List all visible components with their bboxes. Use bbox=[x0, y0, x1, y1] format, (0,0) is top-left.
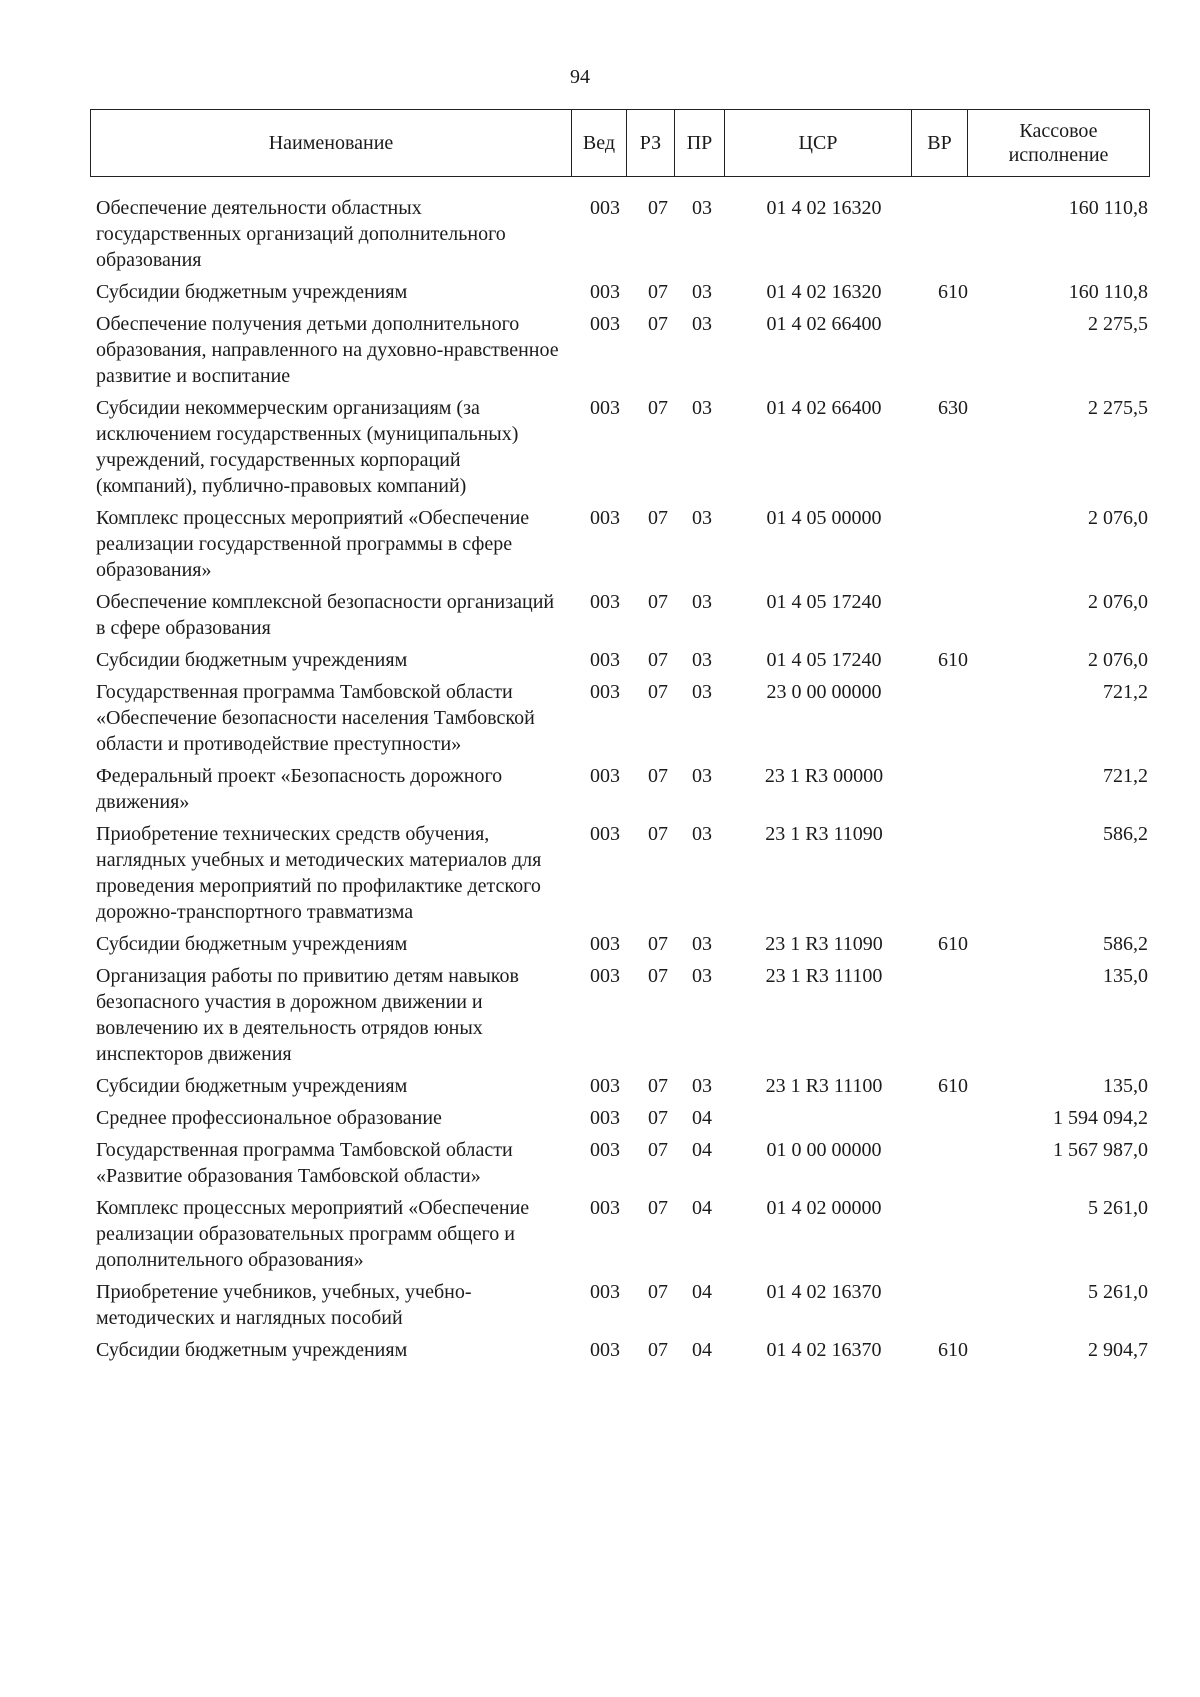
row-vr bbox=[924, 1279, 982, 1331]
header-name: Наименование bbox=[268, 132, 394, 154]
row-csr: 01 4 02 16320 bbox=[766, 197, 882, 219]
row-vr: 610 bbox=[938, 1075, 968, 1097]
row-pr: 03 bbox=[692, 1075, 712, 1097]
row-vr bbox=[924, 1137, 982, 1189]
row-rz: 07 bbox=[648, 1075, 668, 1097]
row-pr: 03 bbox=[692, 197, 712, 219]
row-vr: 610 bbox=[938, 933, 968, 955]
row-ved: 003 bbox=[590, 397, 620, 419]
row-sum: 160 110,8 bbox=[1068, 281, 1148, 303]
row-ved: 003 bbox=[590, 1107, 620, 1129]
row-csr: 01 4 05 17240 bbox=[766, 649, 882, 671]
row-name: Комплекс процессных мероприятий «Обеспечение реализации образовательных программ общего и дополнительного образования» bbox=[96, 1197, 530, 1271]
row-name: Государственная программа Тамбовской области «Обеспечение безопасности населения Тамбовской области и противодействие преступности» bbox=[96, 681, 535, 755]
table-row bbox=[96, 1073, 1156, 1099]
row-vr bbox=[924, 505, 982, 583]
row-pr: 03 bbox=[692, 681, 712, 703]
row-vr bbox=[924, 763, 982, 815]
row-ved: 003 bbox=[590, 1197, 620, 1219]
table-row bbox=[96, 395, 1156, 499]
row-name: Обеспечение комплексной безопасности организаций в сфере образования bbox=[96, 591, 555, 639]
row-ved: 003 bbox=[590, 765, 620, 787]
row-ved: 003 bbox=[590, 823, 620, 845]
row-sum: 135,0 bbox=[1103, 965, 1148, 987]
row-sum: 586,2 bbox=[1103, 933, 1148, 955]
row-sum: 5 261,0 bbox=[1088, 1197, 1148, 1219]
row-rz: 07 bbox=[648, 1139, 668, 1161]
row-vr bbox=[924, 1195, 982, 1273]
row-sum: 135,0 bbox=[1103, 1075, 1148, 1097]
row-pr: 03 bbox=[692, 281, 712, 303]
row-rz: 07 bbox=[648, 313, 668, 335]
row-ved: 003 bbox=[590, 1075, 620, 1097]
row-pr: 03 bbox=[692, 933, 712, 955]
row-sum: 1 594 094,2 bbox=[1053, 1107, 1148, 1129]
row-rz: 07 bbox=[648, 1281, 668, 1303]
row-csr: 01 4 05 00000 bbox=[766, 507, 882, 529]
row-name: Субсидии бюджетным учреждениям bbox=[96, 649, 408, 671]
header-rz: РЗ bbox=[626, 110, 674, 176]
row-csr: 23 1 R3 11100 bbox=[765, 1075, 883, 1097]
row-ved: 003 bbox=[590, 1281, 620, 1303]
table-row bbox=[96, 931, 1156, 957]
row-csr: 23 0 00 00000 bbox=[766, 681, 882, 703]
row-name: Приобретение технических средств обучения, наглядных учебных и методических материалов для проведения мероприятий по профилактике детского дорожно-транспортного травматизма bbox=[96, 823, 542, 923]
row-name: Субсидии бюджетным учреждениям bbox=[96, 1075, 408, 1097]
row-pr: 04 bbox=[692, 1281, 712, 1303]
row-rz: 07 bbox=[648, 765, 668, 787]
row-ved: 003 bbox=[590, 1339, 620, 1361]
row-csr: 23 1 R3 11100 bbox=[765, 965, 883, 987]
row-vr: 610 bbox=[938, 281, 968, 303]
row-name: Обеспечение получения детьми дополнительного образования, направленного на духовно-нравственное развитие и воспитание bbox=[96, 313, 559, 387]
row-name: Приобретение учебников, учебных, учебно-методических и наглядных пособий bbox=[96, 1281, 472, 1329]
table-row bbox=[96, 1279, 1156, 1331]
row-name: Среднее профессиональное образование bbox=[96, 1107, 442, 1129]
row-pr: 03 bbox=[692, 649, 712, 671]
row-vr bbox=[924, 679, 982, 757]
row-vr: 610 bbox=[938, 649, 968, 671]
table-row bbox=[96, 1337, 1156, 1363]
table-row bbox=[96, 763, 1156, 815]
row-name: Государственная программа Тамбовской области «Развитие образования Тамбовской области» bbox=[96, 1139, 513, 1187]
row-vr: 630 bbox=[938, 397, 968, 419]
row-sum: 721,2 bbox=[1103, 765, 1148, 787]
row-vr: 610 bbox=[938, 1339, 968, 1361]
row-ved: 003 bbox=[590, 507, 620, 529]
row-rz: 07 bbox=[648, 681, 668, 703]
row-ved: 003 bbox=[590, 197, 620, 219]
row-csr: 01 0 00 00000 bbox=[766, 1139, 882, 1161]
row-rz: 07 bbox=[648, 397, 668, 419]
header-pr: ПР bbox=[674, 110, 724, 176]
row-rz: 07 bbox=[648, 823, 668, 845]
row-rz: 07 bbox=[648, 197, 668, 219]
row-name: Субсидии бюджетным учреждениям bbox=[96, 1339, 408, 1361]
header-vr: ВР bbox=[911, 110, 967, 176]
row-pr: 03 bbox=[692, 313, 712, 335]
row-rz: 07 bbox=[648, 1339, 668, 1361]
row-ved: 003 bbox=[590, 281, 620, 303]
row-csr: 23 1 R3 00000 bbox=[764, 765, 884, 787]
table-row bbox=[96, 821, 1156, 925]
row-vr bbox=[924, 963, 982, 1067]
row-sum: 2 076,0 bbox=[1088, 507, 1148, 529]
row-ved: 003 bbox=[590, 1139, 620, 1161]
row-csr bbox=[724, 1105, 924, 1131]
row-rz: 07 bbox=[648, 933, 668, 955]
row-rz: 07 bbox=[648, 649, 668, 671]
table-row bbox=[96, 647, 1156, 673]
row-ved: 003 bbox=[590, 313, 620, 335]
row-sum: 586,2 bbox=[1103, 823, 1148, 845]
row-pr: 03 bbox=[692, 765, 712, 787]
row-name: Комплекс процессных мероприятий «Обеспечение реализации государственной программы в сфере образования» bbox=[96, 507, 530, 581]
table-row bbox=[96, 679, 1156, 757]
row-sum: 2 904,7 bbox=[1088, 1339, 1148, 1361]
table-row bbox=[96, 279, 1156, 305]
row-rz: 07 bbox=[648, 1107, 668, 1129]
row-vr bbox=[924, 195, 982, 273]
row-csr: 01 4 02 16320 bbox=[766, 281, 882, 303]
header-ved: Вед bbox=[571, 110, 626, 176]
row-name: Субсидии бюджетным учреждениям bbox=[96, 281, 408, 303]
row-csr: 01 4 02 00000 bbox=[766, 1197, 882, 1219]
row-ved: 003 bbox=[590, 965, 620, 987]
row-pr: 04 bbox=[692, 1107, 712, 1129]
row-vr bbox=[924, 821, 982, 925]
row-name: Организация работы по привитию детям навыков безопасного участия в дорожном движении и вовлечению их в деятельность отрядов юных инспекторов движения bbox=[96, 965, 519, 1065]
row-pr: 03 bbox=[692, 965, 712, 987]
row-pr: 03 bbox=[692, 507, 712, 529]
row-csr: 23 1 R3 11090 bbox=[765, 933, 883, 955]
row-pr: 03 bbox=[692, 823, 712, 845]
row-name: Федеральный проект «Безопасность дорожного движения» bbox=[96, 765, 503, 813]
row-sum: 2 275,5 bbox=[1088, 313, 1148, 335]
row-sum: 5 261,0 bbox=[1088, 1281, 1148, 1303]
table-row bbox=[96, 1137, 1156, 1189]
row-pr: 03 bbox=[692, 591, 712, 613]
row-ved: 003 bbox=[590, 591, 620, 613]
table-header bbox=[90, 109, 1150, 177]
page-number: 94 bbox=[570, 66, 590, 88]
row-sum: 721,2 bbox=[1103, 681, 1148, 703]
row-vr bbox=[924, 589, 982, 641]
row-rz: 07 bbox=[648, 1197, 668, 1219]
row-ved: 003 bbox=[590, 933, 620, 955]
row-csr: 01 4 02 16370 bbox=[766, 1339, 882, 1361]
table-row bbox=[96, 505, 1156, 583]
row-rz: 07 bbox=[648, 591, 668, 613]
row-sum: 2 275,5 bbox=[1088, 397, 1148, 419]
row-csr: 01 4 05 17240 bbox=[766, 591, 882, 613]
row-name: Обеспечение деятельности областных государственных организаций дополнительного образования bbox=[96, 197, 506, 271]
table-row bbox=[96, 963, 1156, 1067]
header-csr: ЦСР bbox=[724, 110, 911, 176]
table-row bbox=[96, 311, 1156, 389]
row-ved: 003 bbox=[590, 681, 620, 703]
row-name: Субсидии некоммерческим организациям (за исключением государственных (муниципальных) учреждений, государственных корпораций (компаний), публично-правовых компаний) bbox=[96, 397, 519, 497]
table-row bbox=[96, 1105, 1156, 1131]
row-sum: 2 076,0 bbox=[1088, 649, 1148, 671]
row-csr: 23 1 R3 11090 bbox=[765, 823, 883, 845]
row-pr: 04 bbox=[692, 1197, 712, 1219]
row-csr: 01 4 02 66400 bbox=[766, 313, 882, 335]
table-row bbox=[96, 1195, 1156, 1273]
row-csr: 01 4 02 66400 bbox=[766, 397, 882, 419]
row-ved: 003 bbox=[590, 649, 620, 671]
row-rz: 07 bbox=[648, 965, 668, 987]
row-pr: 04 bbox=[692, 1139, 712, 1161]
row-vr bbox=[924, 1105, 982, 1131]
row-rz: 07 bbox=[648, 507, 668, 529]
row-sum: 2 076,0 bbox=[1088, 591, 1148, 613]
table-row bbox=[96, 589, 1156, 641]
row-sum: 160 110,8 bbox=[1068, 197, 1148, 219]
table-row bbox=[96, 195, 1156, 273]
row-vr bbox=[924, 311, 982, 389]
table-body bbox=[96, 195, 1156, 1369]
header-kassovoe: Кассовое исполнение bbox=[967, 110, 1149, 176]
row-csr: 01 4 02 16370 bbox=[766, 1281, 882, 1303]
row-name: Субсидии бюджетным учреждениям bbox=[96, 933, 408, 955]
row-sum: 1 567 987,0 bbox=[1053, 1139, 1148, 1161]
row-rz: 07 bbox=[648, 281, 668, 303]
row-pr: 04 bbox=[692, 1339, 712, 1361]
row-pr: 03 bbox=[692, 397, 712, 419]
